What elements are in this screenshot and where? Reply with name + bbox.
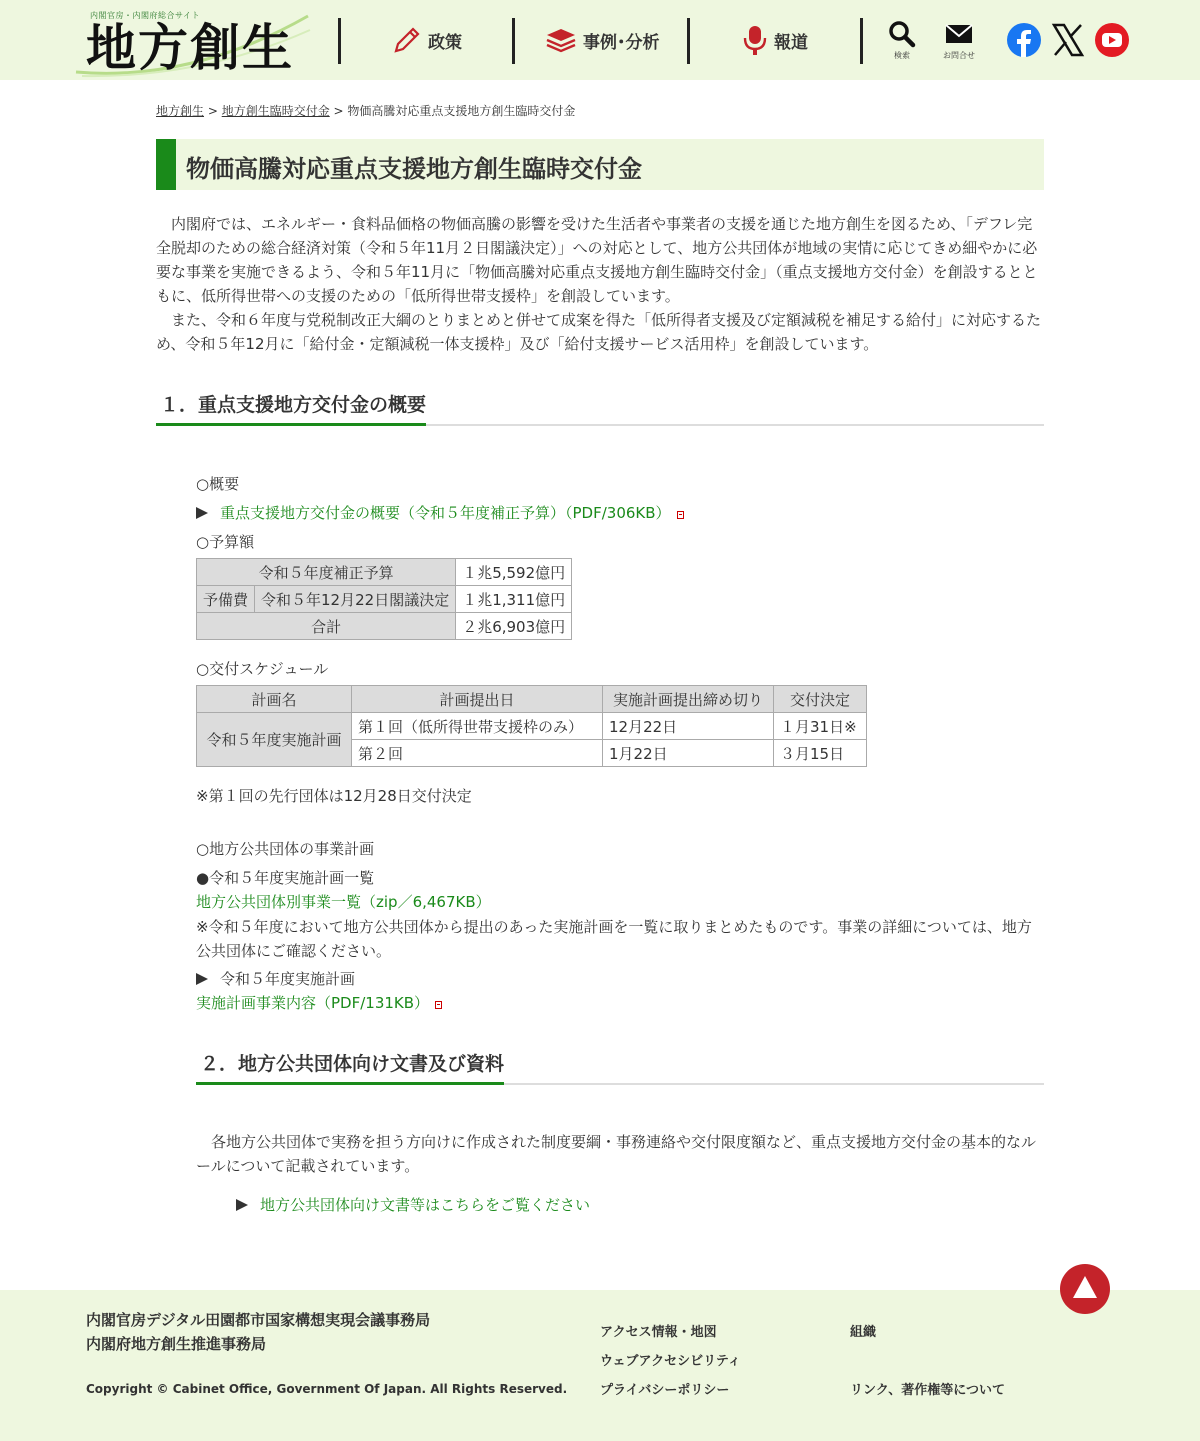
table-cell: １月31日※ — [774, 713, 867, 740]
plans-detail-link-row — [196, 992, 442, 1013]
overview-link-row — [196, 502, 684, 523]
budget-table — [196, 558, 572, 640]
table-cell: 第２回 — [352, 740, 603, 767]
header-separator — [512, 18, 515, 64]
section-1-heading-bar — [156, 390, 1044, 426]
x-icon[interactable] — [1051, 23, 1085, 57]
plans-note: ※令和５年度において地方公共団体から提出のあった実施計画を一覧に取りまとめたものです。事業の詳細については、地方公共団体にご確認ください。 — [196, 918, 1032, 960]
overview-label: ○概要 — [196, 475, 240, 493]
plans-detail-label: 令和５年度実施計画 — [220, 970, 356, 988]
search-button[interactable] — [882, 20, 922, 64]
table-cell: 第１回（低所得世帯支援枠のみ） — [352, 713, 603, 740]
contact-label: お問合せ — [943, 51, 975, 60]
site-logo[interactable] — [72, 6, 312, 78]
table-header-row — [197, 686, 867, 713]
footer-link-organization[interactable]: 組織 — [850, 1325, 877, 1340]
logo-title: 地方創生 — [86, 19, 294, 77]
arrow-right-icon — [236, 1199, 248, 1211]
nav-cases[interactable] — [545, 22, 660, 58]
section-2-heading: ２．地方公共団体向け文書及び資料 — [196, 1049, 504, 1085]
table-cell: １兆1,311億円 — [456, 586, 572, 613]
footer-link-copyright[interactable]: リンク、著作権等について — [850, 1383, 1005, 1398]
search-icon — [887, 20, 917, 48]
footer-organization — [86, 1308, 430, 1356]
table-cell: 令和５年度補正予算 — [197, 559, 456, 586]
table-row — [197, 559, 572, 586]
microphone-icon — [742, 24, 768, 56]
plans-label: ○地方公共団体の事業計画 — [196, 840, 375, 858]
table-row — [197, 586, 572, 613]
breadcrumb-current: 物価高騰対応重点支援地方創生臨時交付金 — [347, 104, 576, 118]
footer-link-accessibility[interactable]: ウェブアクセシビリティ — [600, 1354, 741, 1369]
table-row — [197, 713, 867, 740]
nav-policy-label: 政策 — [428, 32, 462, 53]
plans-detail-row — [196, 968, 355, 989]
books-icon — [545, 25, 577, 55]
footer-org-line-2: 内閣府地方創生推進事務局 — [86, 1335, 267, 1353]
budget-label: ○予算額 — [196, 533, 255, 551]
breadcrumb-link-grants[interactable]: 地方創生臨時交付金 — [221, 104, 330, 118]
local-gov-documents-link[interactable]: 地方公共団体向け文書等はこちらをご覧ください — [260, 1196, 591, 1214]
page-title-box — [156, 139, 1044, 190]
header-separator — [860, 18, 863, 64]
site-header — [0, 0, 1200, 80]
pdf-file-icon — [677, 511, 684, 519]
pencil-icon — [392, 25, 422, 55]
header-separator — [687, 18, 690, 64]
overview-pdf-link[interactable]: 重点支援地方交付金の概要（令和５年度補正予算）（PDF/306KB） — [220, 504, 671, 522]
table-cell: 令和５年12月22日閣議決定 — [255, 586, 456, 613]
table-cell: 予備費 — [197, 586, 255, 613]
breadcrumb — [156, 102, 575, 119]
footer-org-line-1: 内閣官房デジタル田園都市国家構想実現会議事務局 — [86, 1311, 431, 1329]
footer-link-privacy[interactable]: プライバシーポリシー — [600, 1383, 730, 1398]
breadcrumb-link-home[interactable]: 地方創生 — [156, 104, 205, 118]
table-header-cell: 計画名 — [197, 686, 352, 713]
section-2-heading-bar — [196, 1049, 1044, 1085]
table-cell: 12月22日 — [603, 713, 774, 740]
intro-paragraph-1: 内閣府では、エネルギー・食料品価格の物価高騰の影響を受けた生活者や事業者の支援を通じた地方創生を図るため、「デフレ完全脱却のための総合経済対策（令和５年11月２日閣議決定）」への対応として、地方公共団体が地域の実情に応じてきめ細やかに必要な事業を実施できるよう、令和５年11月に「物価高騰対応重点支援地方創生臨時交付金」（重点支援地方交付金）を創設するとともに、低所得世帯への支援のための「低所得世帯支援枠」を創設しています。 — [156, 215, 1038, 305]
section-1-heading: １．重点支援地方交付金の概要 — [156, 390, 426, 426]
pdf-file-icon — [435, 1001, 442, 1009]
plans-list-row — [196, 891, 491, 912]
footer-link-access[interactable]: アクセス情報・地図 — [600, 1325, 717, 1340]
logo-subtitle: 内閣官房・内閣府総合サイト — [90, 11, 200, 20]
nav-press-label: 報道 — [774, 32, 808, 53]
plans-list-label: ●令和５年度実施計画一覧 — [196, 869, 375, 887]
arrow-right-icon — [196, 973, 208, 985]
mail-icon — [944, 20, 974, 48]
table-header-cell: 交付決定 — [774, 686, 867, 713]
table-cell: 1月22日 — [603, 740, 774, 767]
arrow-right-icon — [196, 507, 208, 519]
table-cell: 合計 — [197, 613, 456, 640]
facebook-icon[interactable] — [1007, 23, 1041, 57]
section-2-link-row — [236, 1194, 590, 1215]
page-title: 物価高騰対応重点支援地方創生臨時交付金 — [186, 155, 642, 183]
site-footer — [0, 1290, 1200, 1441]
table-row — [197, 613, 572, 640]
youtube-icon[interactable] — [1095, 23, 1129, 57]
table-cell: ３月15日 — [774, 740, 867, 767]
intro-paragraph-2: また、令和６年度与党税制改正大綱のとりまとめと併せて成案を得た「低所得者支援及び定額減税を補足する給付」に対応するため、令和５年12月に「給付金・定額減税一体支援枠」及び「給付支援サービス活用枠」を創設しています。 — [156, 311, 1042, 353]
schedule-table — [196, 685, 867, 767]
nav-cases-label: 事例･分析 — [583, 32, 660, 53]
schedule-note: ※第１回の先行団体は12月28日交付決定 — [196, 787, 472, 805]
table-cell: ２兆6,903億円 — [456, 613, 572, 640]
breadcrumb-separator: > — [329, 104, 348, 118]
table-cell: 令和５年度実施計画 — [197, 713, 352, 767]
section-2-text: 各地方公共団体で実務を担う方向けに作成された制度要綱・事務連絡や交付限度額など、重点支援地方交付金の基本的なルールについて記載されています。 — [196, 1133, 1037, 1175]
plans-zip-link[interactable]: 地方公共団体別事業一覧（zip／6,467KB） — [196, 893, 491, 911]
contact-button[interactable] — [939, 20, 979, 64]
table-header-cell: 実施計画提出締め切り — [603, 686, 774, 713]
plans-detail-pdf-link[interactable]: 実施計画事業内容（PDF/131KB） — [196, 994, 430, 1012]
table-header-cell: 計画提出日 — [352, 686, 603, 713]
search-label: 検索 — [894, 51, 910, 60]
header-separator — [338, 18, 341, 64]
footer-copyright: Copyright © Cabinet Office, Government Of Japan. All Rights Reserved. — [86, 1382, 568, 1396]
schedule-label: ○交付スケジュール — [196, 660, 329, 678]
back-to-top-button[interactable] — [1060, 1264, 1110, 1314]
intro-text — [156, 212, 1044, 356]
nav-press[interactable] — [742, 22, 808, 58]
nav-policy[interactable] — [392, 22, 462, 58]
table-cell: １兆5,592億円 — [456, 559, 572, 586]
breadcrumb-separator: > — [204, 104, 222, 118]
